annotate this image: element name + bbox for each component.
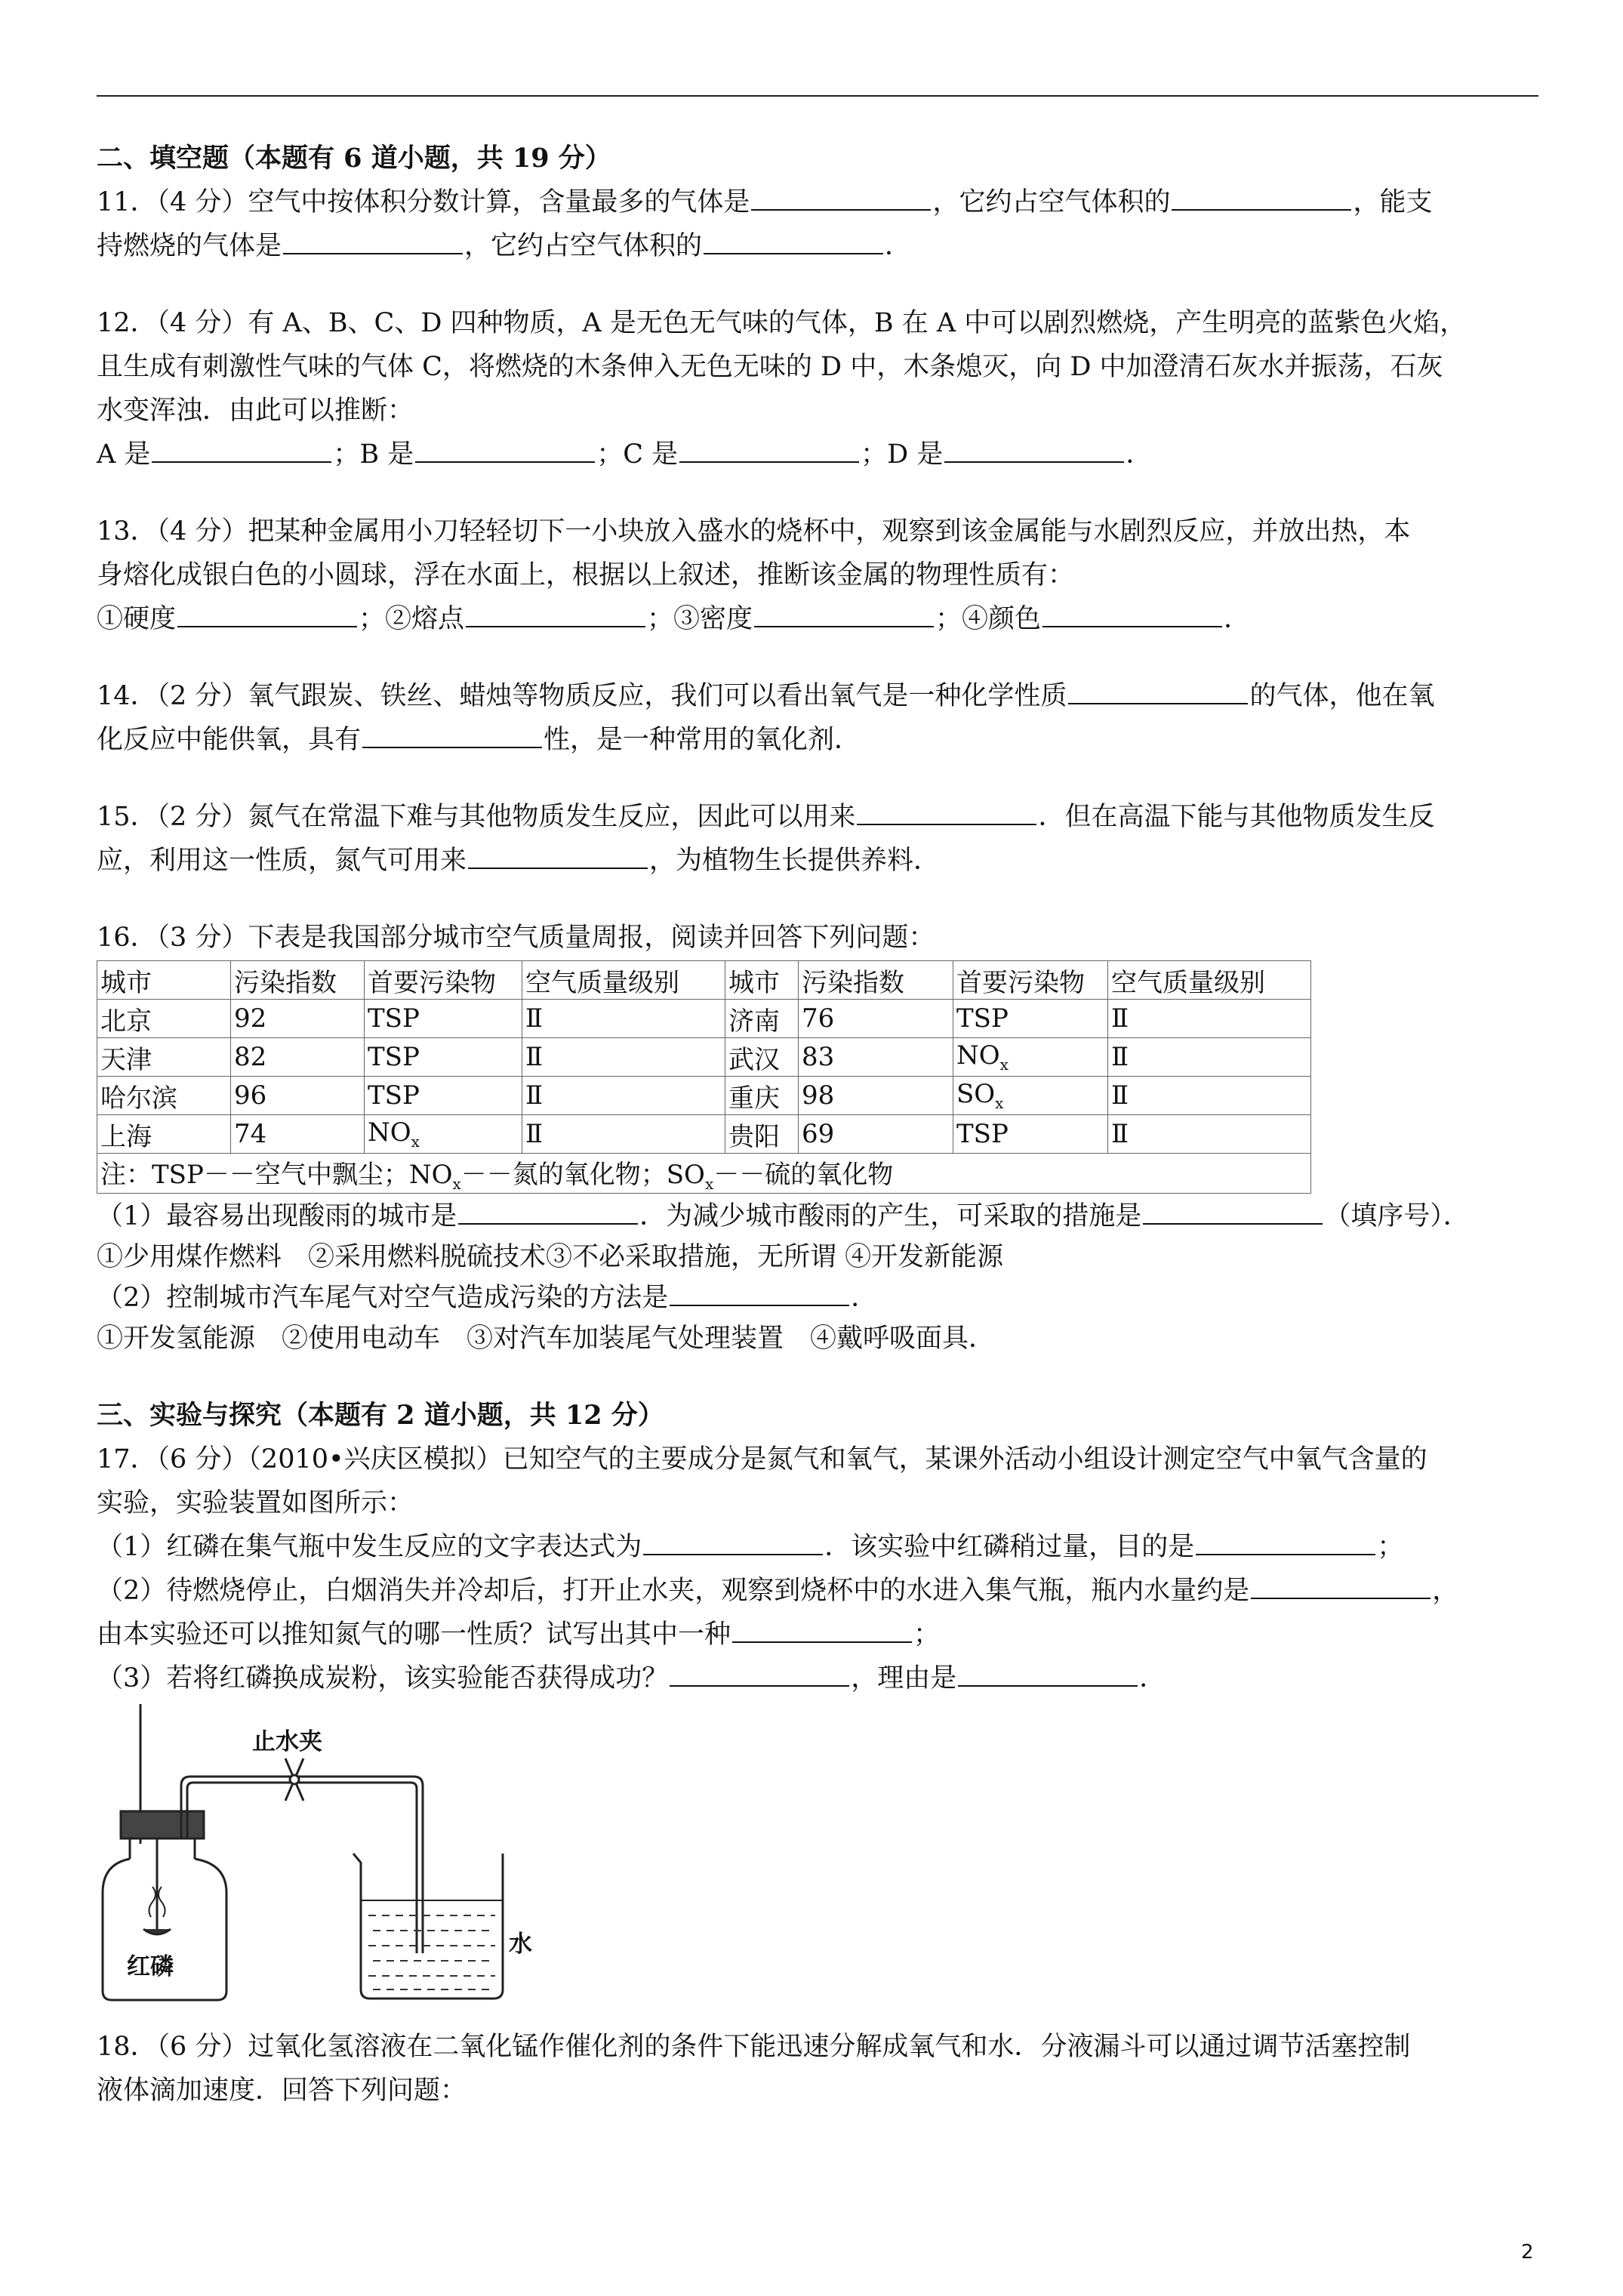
q18-line2: 液体滴加速度．回答下列问题： xyxy=(97,2075,467,2106)
q17-part2: （2）待燃烧停止，白烟消失并冷却后，打开止水夹，观察到烧杯中的水进入集气瓶，瓶内水量约是 ， xyxy=(97,1575,1459,1606)
table-row xyxy=(97,1077,1311,1115)
table-row xyxy=(97,1000,1311,1038)
answer-blank[interactable] xyxy=(732,1619,912,1643)
q12-answers: A 是 ；B 是 ；C 是 ；D 是 ． xyxy=(97,439,1153,470)
clamp-label: 止水夹 xyxy=(252,1727,322,1755)
table-cell: TSP xyxy=(365,1077,522,1115)
exam-page xyxy=(97,140,1538,2116)
water-label: 水 xyxy=(509,1930,532,1958)
table-cell: 98 xyxy=(799,1077,953,1115)
q18-line1: 18．（6 分）过氧化氢溶液在二氧化锰作催化剂的条件下能迅速分解成氧气和水．分液漏斗可以通过调节活塞控制 xyxy=(97,2031,1411,2062)
answer-blank[interactable] xyxy=(152,439,331,463)
table-cell: Ⅱ xyxy=(1108,1115,1311,1154)
answer-blank[interactable] xyxy=(1042,603,1222,627)
section3-title: 三、实验与探究（本题有 2 道小题，共 12 分） xyxy=(97,1399,664,1431)
table-cell: $NO_x$ xyxy=(953,1038,1108,1077)
q14-line2: 化反应中能供氧，具有 性，是一种常用的氧化剂． xyxy=(97,725,861,755)
q15-line2: 应，利用这一性质，氮气可用来 ，为植物生长提供养料． xyxy=(97,846,941,876)
q12-line3: 水变浑浊．由此可以推断： xyxy=(97,396,414,426)
table-cell: 贵阳 xyxy=(725,1115,799,1154)
answer-blank[interactable] xyxy=(1196,1531,1375,1555)
answer-blank[interactable] xyxy=(458,1200,638,1225)
combustion-spoon xyxy=(143,1929,171,1934)
table-header-cell: 污染指数 xyxy=(231,961,365,1000)
answer-blank[interactable] xyxy=(177,603,357,627)
table-cell: 96 xyxy=(231,1077,365,1115)
red-phosphorus-label: 红磷 xyxy=(127,1952,174,1980)
q17-line1: 17．（6 分）（2010•兴庆区模拟）已知空气的主要成分是氮气和氧气，某课外活动小组设计测定空气中氧气含量的 xyxy=(97,1444,1427,1475)
table-cell: 82 xyxy=(231,1038,365,1077)
answer-blank[interactable] xyxy=(643,1531,823,1555)
table-cell: 武汉 xyxy=(725,1038,799,1077)
answer-blank[interactable] xyxy=(1143,1200,1323,1225)
answer-blank[interactable] xyxy=(754,603,934,627)
q17-part1: （1）红磷在集气瓶中发生反应的文字表达式为 ．该实验中红磷稍过量，目的是 ； xyxy=(97,1531,1404,1562)
delivery-tube xyxy=(181,1777,423,1953)
answer-blank[interactable] xyxy=(1172,186,1351,211)
table-cell: TSP xyxy=(953,1115,1108,1154)
header-rule xyxy=(97,95,1538,97)
table-cell: Ⅱ xyxy=(522,1077,725,1115)
table-header-cell: 空气质量级别 xyxy=(1108,961,1311,1000)
table-cell: Ⅱ xyxy=(1108,1038,1311,1077)
table-cell: Ⅱ xyxy=(522,1038,725,1077)
table-cell: 哈尔滨 xyxy=(97,1077,231,1115)
answer-blank[interactable] xyxy=(958,1663,1138,1687)
q17-part3: （3）若将红磷换成炭粉，该实验能否获得成功？ ，理由是 ． xyxy=(97,1663,1166,1693)
q11-line2: 持燃烧的气体是 ，它约占空气体积的 ． xyxy=(97,231,912,261)
table-cell: Ⅱ xyxy=(1108,1000,1311,1038)
q16-part1: （1）最容易出现酸雨的城市是 ．为减少城市酸雨的产生，可采取的措施是 （填序号）． xyxy=(97,1200,1470,1231)
q12-line2: 且生成有刺激性气味的气体 C，将燃烧的木条伸入无色无味的 D 中，木条熄灭，向 D 中加澄清石灰水并振荡，石灰 xyxy=(97,352,1443,382)
table-cell: 69 xyxy=(799,1115,953,1154)
table-cell: $NO_x$ xyxy=(365,1115,522,1154)
page-number: 2 xyxy=(1521,2241,1534,2264)
section2-title: 二、填空题（本题有 6 道小题，共 19 分） xyxy=(97,143,611,174)
answer-blank[interactable] xyxy=(362,724,542,748)
table-cell: 北京 xyxy=(97,1000,231,1038)
q16-part2: （2）控制城市汽车尾气对空气造成污染的方法是 ． xyxy=(97,1282,878,1313)
water-fill xyxy=(368,1915,495,1989)
table-cell: 74 xyxy=(231,1115,365,1154)
answer-blank[interactable] xyxy=(415,439,595,463)
table-note: 注：TSP－－空气中飘尘；$NO_x--$氮的氧化物；$SO_x--$硫的氧化物 xyxy=(97,1154,1311,1194)
table-cell: TSP xyxy=(953,1000,1108,1038)
q17-line2: 实验，实验装置如图所示： xyxy=(97,1487,414,1518)
table-cell: TSP xyxy=(365,1038,522,1077)
table-cell: Ⅱ xyxy=(522,1000,725,1038)
table-cell: Ⅱ xyxy=(522,1115,725,1154)
q13-answers: ①硬度 ；②熔点 ；③密度 ；④颜色 ． xyxy=(97,604,1251,634)
answer-blank[interactable] xyxy=(751,186,931,211)
answer-blank[interactable] xyxy=(704,230,883,254)
smoke-curl xyxy=(159,1887,165,1917)
table-cell: 上海 xyxy=(97,1115,231,1154)
q15-line1: 15．（2 分）氮气在常温下难与其他物质发生反应，因此可以用来 ．但在高温下能与其他物质发生反 xyxy=(97,802,1435,832)
table-header-cell: 城市 xyxy=(97,961,231,1000)
q13-line1: 13．（4 分）把某种金属用小刀轻轻切下一小块放入盛水的烧杯中，观察到该金属能与水剧烈反应，并放出热，本 xyxy=(97,516,1411,547)
table-cell: $SO_x$ xyxy=(953,1077,1108,1115)
table-header-cell: 城市 xyxy=(725,961,799,1000)
table-row xyxy=(97,1038,1311,1077)
table-header-cell: 空气质量级别 xyxy=(522,961,725,1000)
rubber-stopper xyxy=(121,1811,204,1838)
q16-options2: ①开发氢能源 ②使用电动车 ③对汽车加装尾气处理装置 ④戴呼吸面具． xyxy=(97,1323,996,1354)
table-header-cell: 首要污染物 xyxy=(365,961,522,1000)
table-cell: 重庆 xyxy=(725,1077,799,1115)
answer-blank[interactable] xyxy=(944,439,1124,463)
table-cell: 天津 xyxy=(97,1038,231,1077)
answer-blank[interactable] xyxy=(468,845,648,869)
q14-line1: 14．（2 分）氧气跟炭、铁丝、蜡烛等物质反应，我们可以看出氧气是一种化学性质 的气体，他在氧 xyxy=(97,681,1435,711)
table-cell: Ⅱ xyxy=(1108,1077,1311,1115)
answer-blank[interactable] xyxy=(283,230,463,254)
answer-blank[interactable] xyxy=(670,1663,849,1687)
air-quality-table xyxy=(97,960,1311,1194)
table-header-cell: 污染指数 xyxy=(799,961,953,1000)
q11-line1: 11．（4 分）空气中按体积分数计算，含量最多的气体是 ，它约占空气体积的 ，能支 xyxy=(97,187,1433,217)
answer-blank[interactable] xyxy=(679,439,859,463)
answer-blank[interactable] xyxy=(857,801,1036,825)
oxygen-content-apparatus-figure xyxy=(97,1704,580,2006)
answer-blank[interactable] xyxy=(670,1282,849,1306)
delivery-tube-inner xyxy=(187,1783,417,1953)
table-note-row xyxy=(97,1154,1311,1194)
table-cell: 83 xyxy=(799,1038,953,1077)
q12-line1: 12．（4 分）有 A、B、C、D 四种物质，A 是无色无气味的气体，B 在 A 中可以剧烈燃烧，产生明亮的蓝紫色火焰， xyxy=(97,308,1467,338)
table-header-row xyxy=(97,961,1311,1000)
table-cell: 92 xyxy=(231,1000,365,1038)
answer-blank[interactable] xyxy=(1251,1575,1431,1599)
table-row xyxy=(97,1115,1311,1154)
q13-line2: 身熔化成银白色的小圆球，浮在水面上，根据以上叙述，推断该金属的物理性质有： xyxy=(97,560,1075,590)
table-cell: 济南 xyxy=(725,1000,799,1038)
table-cell: TSP xyxy=(365,1000,522,1038)
answer-blank[interactable] xyxy=(466,603,645,627)
table-header-cell: 首要污染物 xyxy=(953,961,1108,1000)
clamp-pivot xyxy=(290,1775,299,1784)
table-cell: 76 xyxy=(799,1000,953,1038)
q16-options1: ①少用煤作燃料 ②采用燃料脱硫技术③不必采取措施，无所谓 ④开发新能源 xyxy=(97,1241,1004,1272)
q16-intro: 16．（3 分）下表是我国部分城市空气质量周报，阅读并回答下列问题： xyxy=(97,923,935,953)
smoke-curl xyxy=(149,1887,156,1917)
q17-part2-cont: 由本实验还可以推知氮气的哪一性质？试写出其中一种 ； xyxy=(97,1619,941,1650)
beaker xyxy=(353,1854,503,1999)
answer-blank[interactable] xyxy=(1068,680,1248,704)
